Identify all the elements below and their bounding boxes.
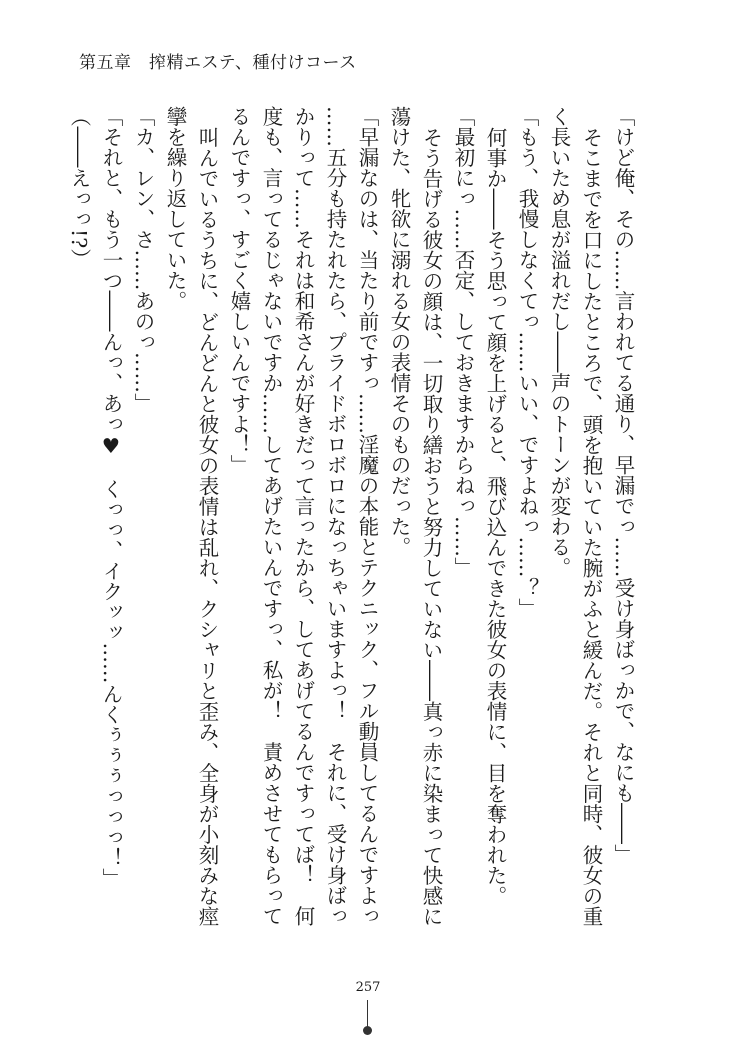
text-line: そう告げる彼女の顔は、一切取り繕おうと努力していない――真っ赤に染まって快感に [419,126,443,926]
text-line: （――えっっ!?） [67,106,91,269]
page-number: 257 [355,980,381,995]
text-line: 度も、言ってるじゃないですか……してあげたいんですっ、私が！ 責めさせてもらって [259,106,283,926]
text-line: かりって……それは和希さんが好きだって言ったから、してあげてるんですってば！ 何 [291,106,315,926]
text-line: 「それと、もう一つ――んっ、あっ♥ くっっ、イクッッ……んくぅぅぅっっっ！」 [99,106,123,889]
text-line: ……五分も持たれたら、プライドボロボロになっちゃいますよっ！ それに、受け身ばっ [323,106,347,926]
text-line: 蕩けた、牝欲に溺れる女の表情そのものだった。 [387,106,411,557]
text-line: く長いため息が溢れだし――声のトーンが変わる。 [547,106,571,578]
page-marker-line [367,1000,368,1028]
text-line: 「早漏なのは、当たり前ですっ……淫魔の本能とテクニック、フル動員してるんですよっ [355,106,379,926]
text-line: 「けど俺、その……言われてる通り、早漏でっ……受け身ばっかで、なにも――」 [611,106,635,865]
page-marker-dot [363,1026,372,1035]
vertical-body-text [63,106,639,946]
text-line: そこまでを口にしたところで、頭を抱いていた腕がふと緩んだ。それと同時、彼女の重 [579,126,603,926]
text-line: 叫んでいるうちに、どんどんと彼女の表情は乱れ、クシャリと歪み、全身が小刻みな痙 [195,126,219,926]
text-line: 何事か――そう思って顔を上げると、飛び込んできた彼女の表情に、目を奪われた。 [483,126,507,906]
text-line: 「もう、我慢しなくてっ……いい、ですよねっ……？」 [515,106,539,619]
chapter-header: 第五章 搾精エステ、種付けコース [79,53,357,73]
text-line: 「カ、レン、さ……あのっ……」 [131,106,155,414]
text-line: るんですっ、すごく嬉しいんですよ！」 [227,106,251,475]
text-line: 攣を繰り返していた。 [163,106,187,311]
text-line: 「最初にっ……否定、しておきますからねっ……」 [451,106,475,578]
